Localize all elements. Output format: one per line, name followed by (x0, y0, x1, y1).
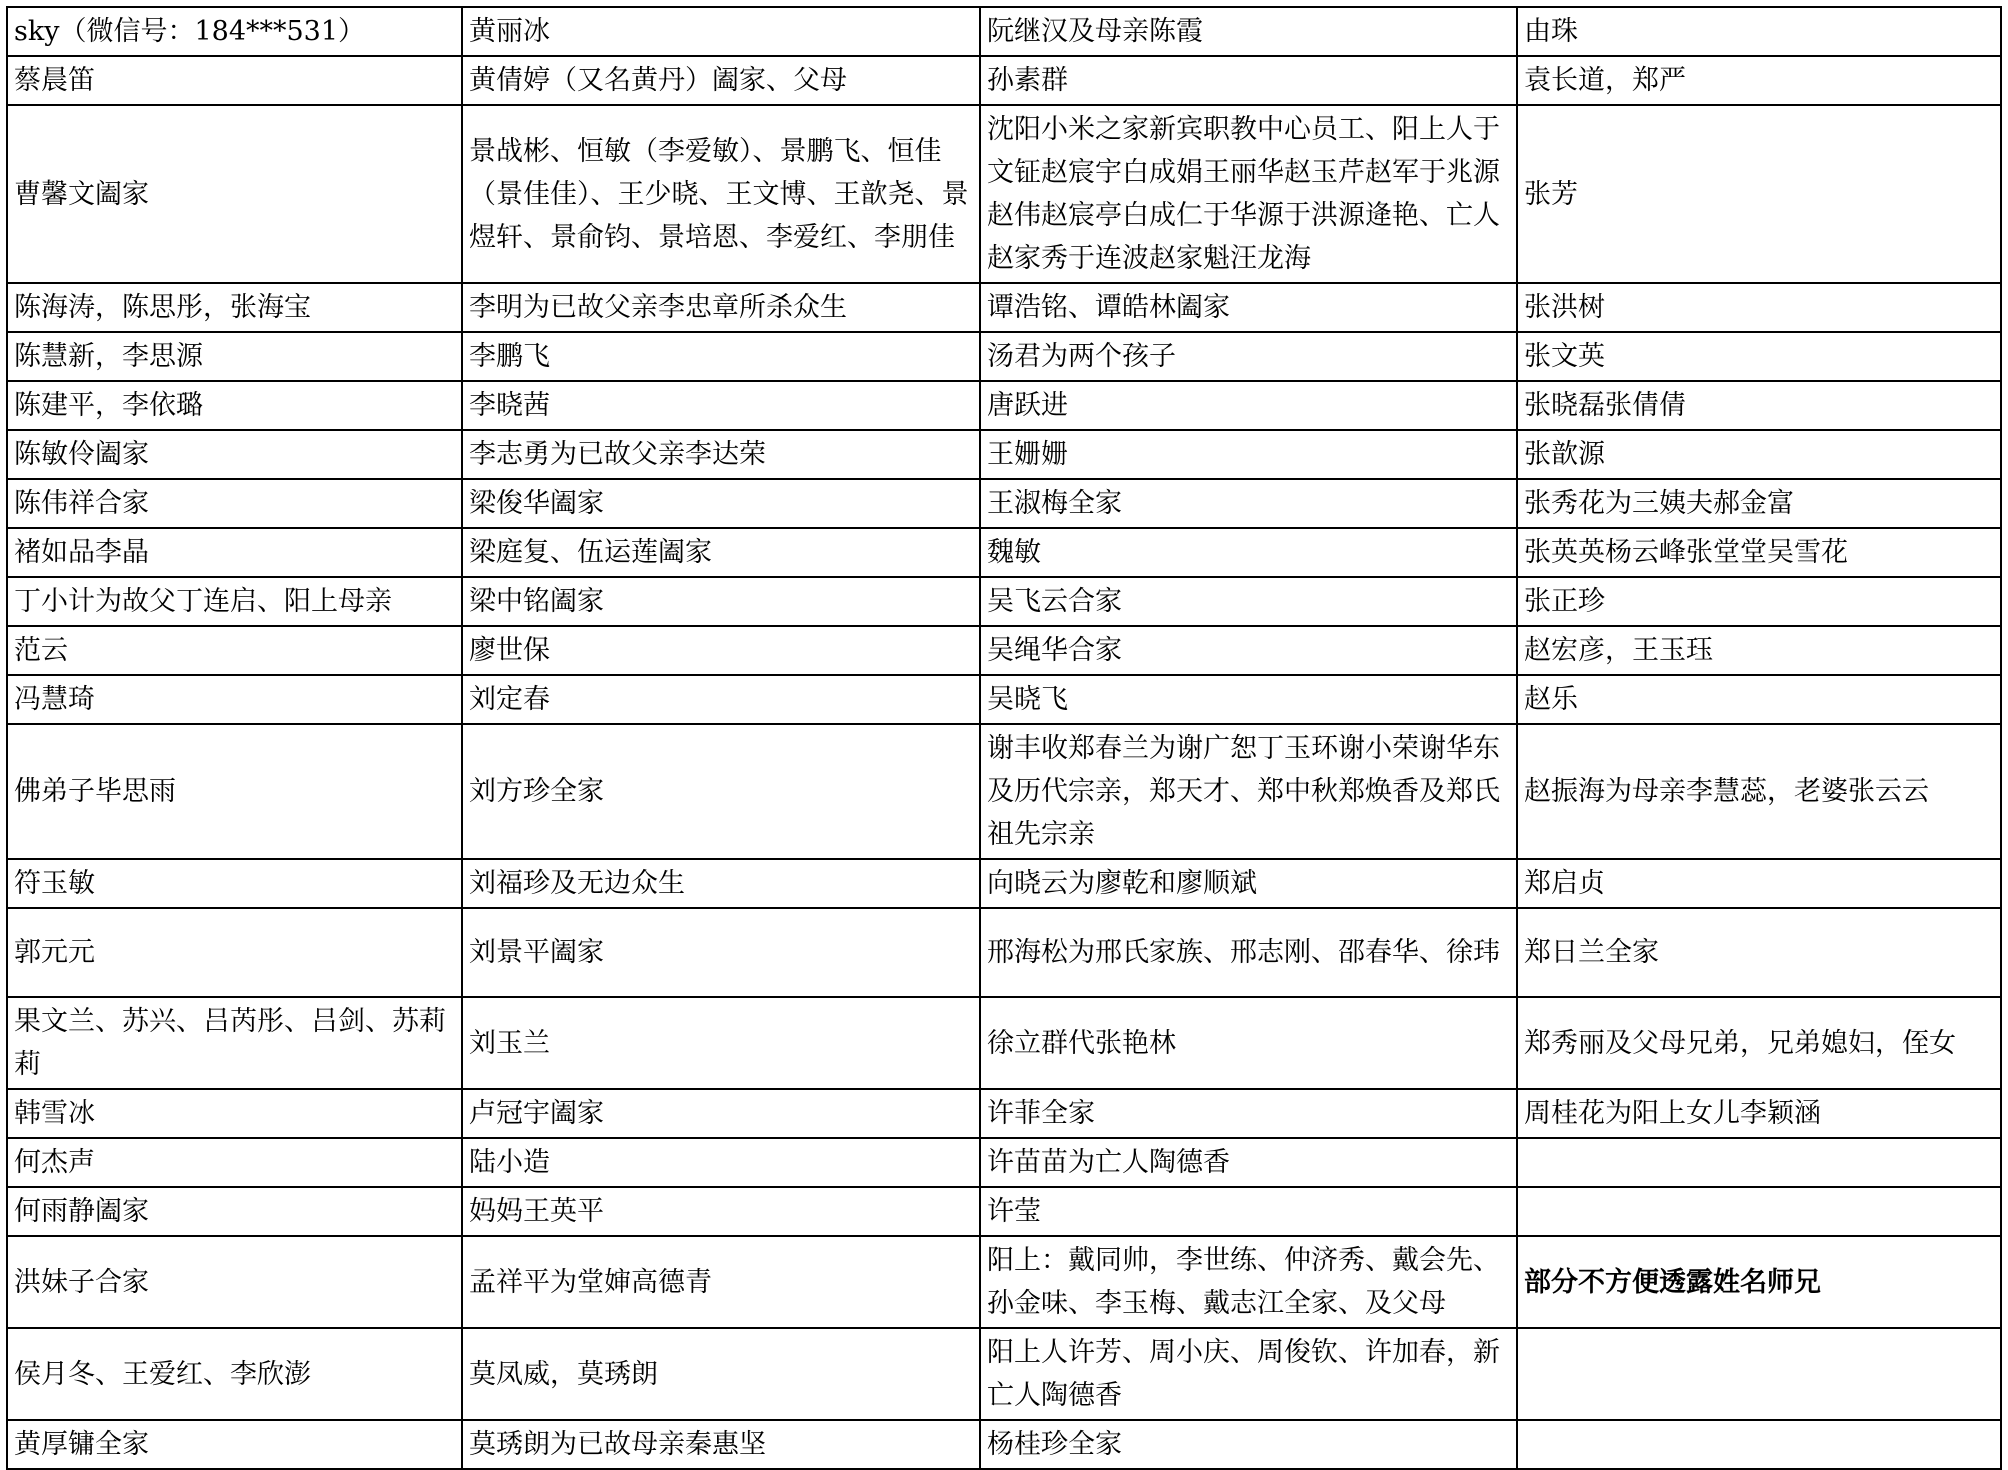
table-cell: 陈建平，李依璐 (7, 381, 462, 430)
dedication-name-table (6, 6, 2002, 1470)
table-cell: 李鹏飞 (462, 332, 980, 381)
table-cell: 孙素群 (980, 56, 1517, 105)
table-cell: 黄厚镛全家 (7, 1420, 462, 1469)
table-cell (1517, 1420, 2001, 1469)
table-cell: 郭元元 (7, 908, 462, 997)
table-cell: 刘方珍全家 (462, 724, 980, 859)
table-row (7, 1187, 2001, 1236)
table-cell: 张芳 (1517, 105, 2001, 283)
table-row (7, 105, 2001, 283)
table-cell: 李志勇为已故父亲李达荣 (462, 430, 980, 479)
table-cell: 周桂花为阳上女儿李颖涵 (1517, 1089, 2001, 1138)
table-cell: 何杰声 (7, 1138, 462, 1187)
table-cell: 蔡晨笛 (7, 56, 462, 105)
table-cell: 梁中铭阖家 (462, 577, 980, 626)
table-cell: 韩雪冰 (7, 1089, 462, 1138)
table-cell: 王姗姗 (980, 430, 1517, 479)
table-cell: 许苗苗为亡人陶德香 (980, 1138, 1517, 1187)
table-cell: 郑启贞 (1517, 859, 2001, 908)
table-row (7, 283, 2001, 332)
table-cell: 魏敏 (980, 528, 1517, 577)
table-cell: 何雨静阖家 (7, 1187, 462, 1236)
table-cell: 廖世保 (462, 626, 980, 675)
table-row (7, 1089, 2001, 1138)
table-cell: 黄丽冰 (462, 7, 980, 56)
table-row (7, 7, 2001, 56)
table-row (7, 908, 2001, 997)
table-row (7, 1328, 2001, 1420)
table-cell: 符玉敏 (7, 859, 462, 908)
table-cell: 张正珍 (1517, 577, 2001, 626)
table-cell: 刘福珍及无边众生 (462, 859, 980, 908)
table-cell: 刘玉兰 (462, 997, 980, 1089)
table-cell: 孟祥平为堂婶高德青 (462, 1236, 980, 1328)
table-row (7, 1420, 2001, 1469)
table-cell: 莫琇朗为已故母亲秦惠坚 (462, 1420, 980, 1469)
table-cell: 陈慧新，李思源 (7, 332, 462, 381)
table-cell: 张秀花为三姨夫郝金富 (1517, 479, 2001, 528)
table-cell: 陈敏伶阖家 (7, 430, 462, 479)
table-cell: 赵振海为母亲李慧蕊，老婆张云云 (1517, 724, 2001, 859)
table-body (7, 7, 2001, 1469)
table-cell: 陈海涛，陈思彤，张海宝 (7, 283, 462, 332)
table-row (7, 381, 2001, 430)
table-cell: 袁长道，郑严 (1517, 56, 2001, 105)
table-cell: 景战彬、恒敏（李爱敏）、景鹏飞、恒佳（景佳佳）、王少晓、王文博、王歆尧、景煜轩、景俞钧、景培恩、李爱红、李朋佳 (462, 105, 980, 283)
table-cell: 张英英杨云峰张堂堂吴雪花 (1517, 528, 2001, 577)
table-row (7, 859, 2001, 908)
table-cell: 赵乐 (1517, 675, 2001, 724)
table-cell: 部分不方便透露姓名师兄 (1517, 1236, 2001, 1328)
table-cell: 赵宏彦，王玉珏 (1517, 626, 2001, 675)
table-cell: 王淑梅全家 (980, 479, 1517, 528)
table-cell: 李晓茜 (462, 381, 980, 430)
table-cell: 阳上人许芳、周小庆、周俊钦、许加春，新亡人陶德香 (980, 1328, 1517, 1420)
table-row (7, 1138, 2001, 1187)
table-cell: 妈妈王英平 (462, 1187, 980, 1236)
table-cell: 洪妹子合家 (7, 1236, 462, 1328)
table-cell: 陈伟祥合家 (7, 479, 462, 528)
table-row (7, 528, 2001, 577)
table-cell: 阮继汉及母亲陈霞 (980, 7, 1517, 56)
table-cell: 邢海松为邢氏家族、邢志刚、邵春华、徐玮 (980, 908, 1517, 997)
table-row (7, 1236, 2001, 1328)
table-cell: 刘景平阖家 (462, 908, 980, 997)
table-cell: 许莹 (980, 1187, 1517, 1236)
table-cell: 黄倩婷（又名黄丹）阖家、父母 (462, 56, 980, 105)
table-cell: 张洪树 (1517, 283, 2001, 332)
table-row (7, 577, 2001, 626)
table-cell: 梁俊华阖家 (462, 479, 980, 528)
table-cell: 陆小造 (462, 1138, 980, 1187)
table-cell: 唐跃进 (980, 381, 1517, 430)
table-cell: 丁小计为故父丁连启、阳上母亲 (7, 577, 462, 626)
table-cell: 郑秀丽及父母兄弟，兄弟媳妇，侄女 (1517, 997, 2001, 1089)
table-cell: 范云 (7, 626, 462, 675)
table-cell (1517, 1328, 2001, 1420)
table-cell: 刘定春 (462, 675, 980, 724)
table-cell: 汤君为两个孩子 (980, 332, 1517, 381)
table-cell: 佛弟子毕思雨 (7, 724, 462, 859)
table-cell: 张文英 (1517, 332, 2001, 381)
table-cell (1517, 1187, 2001, 1236)
table-cell: 徐立群代张艳林 (980, 997, 1517, 1089)
table-cell: 果文兰、苏兴、吕芮彤、吕剑、苏莉莉 (7, 997, 462, 1089)
table-cell: 杨桂珍全家 (980, 1420, 1517, 1469)
table-cell: 张晓磊张倩倩 (1517, 381, 2001, 430)
table-row (7, 56, 2001, 105)
table-cell: sky（微信号：184***531） (7, 7, 462, 56)
table-cell: 吴晓飞 (980, 675, 1517, 724)
table-cell: 向晓云为廖乾和廖顺斌 (980, 859, 1517, 908)
table-row (7, 430, 2001, 479)
table-row (7, 997, 2001, 1089)
table-cell: 李明为已故父亲李忠章所杀众生 (462, 283, 980, 332)
table-cell: 谢丰收郑春兰为谢广恕丁玉环谢小荣谢华东及历代宗亲，郑天才、郑中秋郑焕香及郑氏祖先宗亲 (980, 724, 1517, 859)
table-cell (1517, 1138, 2001, 1187)
table-cell: 卢冠宇阖家 (462, 1089, 980, 1138)
table-row (7, 626, 2001, 675)
table-row (7, 724, 2001, 859)
table-cell: 莫凤威，莫琇朗 (462, 1328, 980, 1420)
table-cell: 许菲全家 (980, 1089, 1517, 1138)
table-row (7, 675, 2001, 724)
table-cell: 吴飞云合家 (980, 577, 1517, 626)
table-cell: 梁庭复、伍运莲阖家 (462, 528, 980, 577)
table-cell: 冯慧琦 (7, 675, 462, 724)
table-cell: 侯月冬、王爱红、李欣澎 (7, 1328, 462, 1420)
table-cell: 郑日兰全家 (1517, 908, 2001, 997)
table-row (7, 479, 2001, 528)
table-cell: 谭浩铭、谭皓林阖家 (980, 283, 1517, 332)
table-cell: 褚如品李晶 (7, 528, 462, 577)
table-cell: 沈阳小米之家新宾职教中心员工、阳上人于文钲赵宸宇白成娟王丽华赵玉芹赵军于兆源赵伟赵宸亭白成仁于华源于洪源逄艳、亡人赵家秀于连波赵家魁汪龙海 (980, 105, 1517, 283)
table-row (7, 332, 2001, 381)
table-cell: 张歆源 (1517, 430, 2001, 479)
table-cell: 阳上：戴同帅，李世练、仲济秀、戴会先、孙金味、李玉梅、戴志江全家、及父母 (980, 1236, 1517, 1328)
table-cell: 由珠 (1517, 7, 2001, 56)
table-cell: 曹馨文阖家 (7, 105, 462, 283)
table-cell: 吴绳华合家 (980, 626, 1517, 675)
